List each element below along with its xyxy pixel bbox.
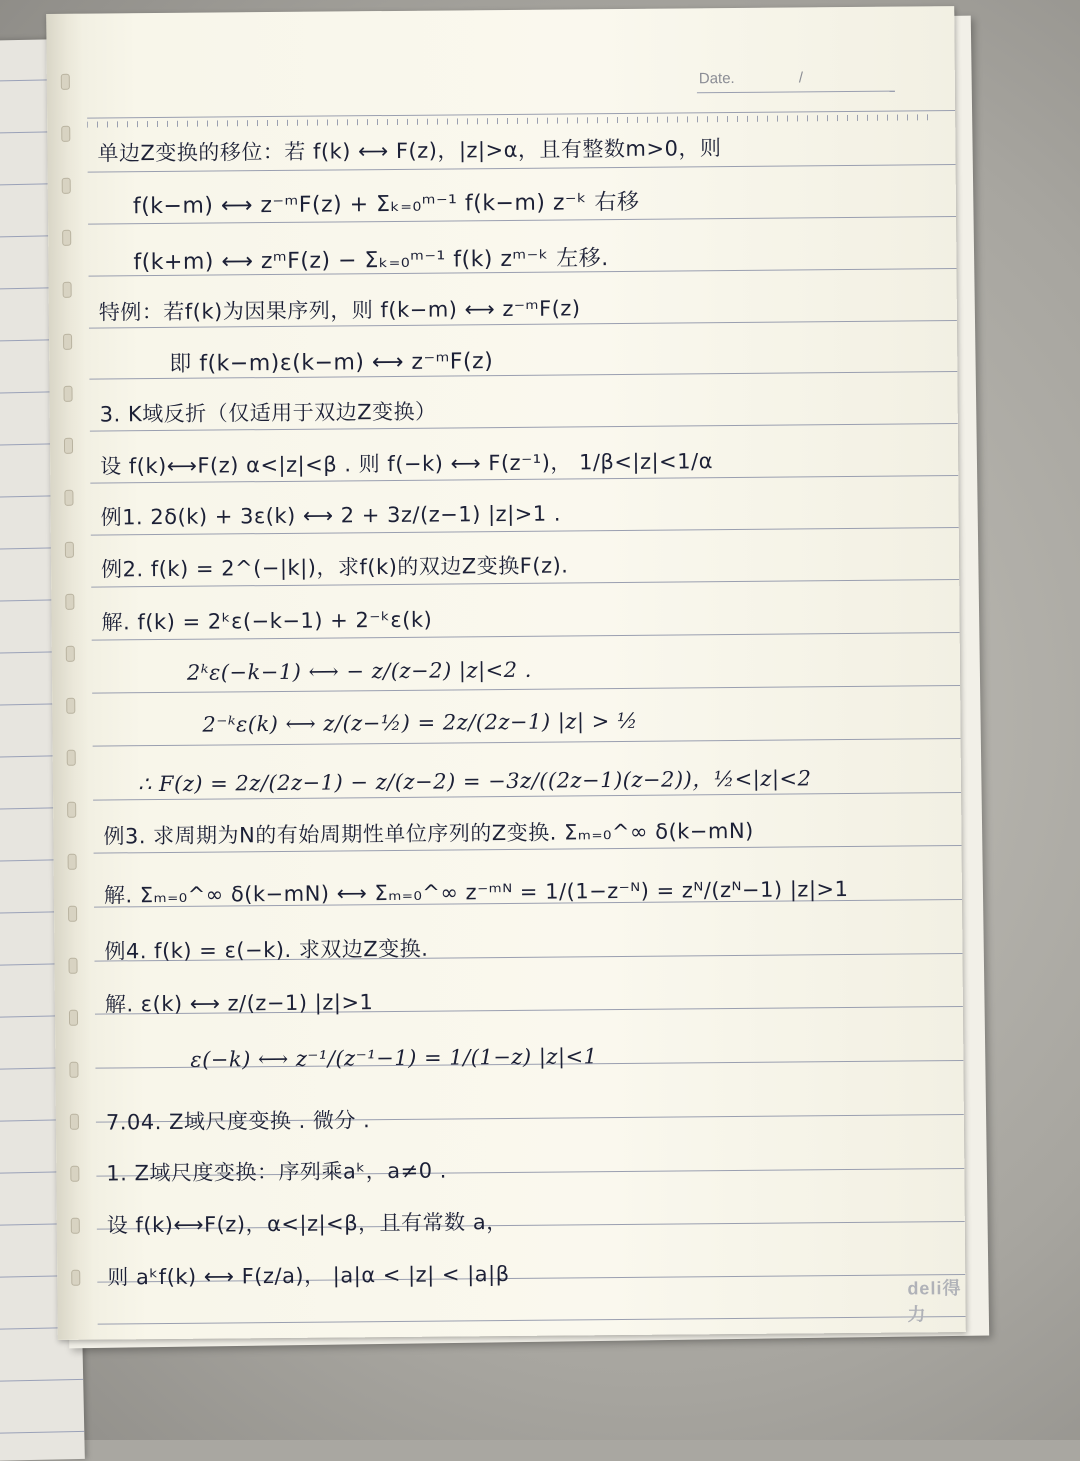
ruled-line xyxy=(98,1316,966,1325)
note-line: 解. Σₘ₌₀^∞ δ(k−mN) ⟷ Σₘ₌₀^∞ z⁻ᵐᴺ = 1/(1−z⁻ᴺ) = zᴺ/(zᴺ−1) |z|>1 xyxy=(103,877,849,908)
note-line: 设 f(k)⟷F(z) α<|z|<β . 则 f(−k) ⟷ F(z⁻¹)， 1/β<|z|<1/α xyxy=(100,449,714,479)
date-label: Date. xyxy=(698,69,735,88)
notebook-page xyxy=(46,6,966,1340)
binding-stitch xyxy=(66,698,75,714)
binding-stitch xyxy=(67,750,76,766)
note-line: ∴ F(z) = 2z/(2z−1) − z/(z−2) = −3z/((2z−1)(z−2))，½<|z|<2 xyxy=(137,766,812,797)
note-line: 例2. f(k) = 2^(−|k|)，求f(k)的双边Z变换F(z). xyxy=(100,553,569,582)
binding-stitch xyxy=(63,386,72,402)
note-line: f(k−m) ⟷ z⁻ᵐF(z) + Σₖ₌₀ᵐ⁻¹ f(k−m) z⁻ᵏ 右移 xyxy=(132,189,640,220)
binding-stitch xyxy=(63,282,72,298)
binding-stitch xyxy=(65,594,74,610)
note-line: 解. ε(k) ⟷ z/(z−1) |z|>1 xyxy=(104,990,374,1017)
note-line: 例1. 2δ(k) + 3ε(k) ⟷ 2 + 3z/(z−1) |z|>1 . xyxy=(100,501,562,530)
ruled-line xyxy=(93,738,961,747)
binding-stitch xyxy=(68,854,77,870)
binding-stitch xyxy=(66,646,75,662)
binding-stitch xyxy=(68,906,77,922)
binding-stitch xyxy=(69,1062,78,1078)
binding-stitch xyxy=(70,1114,79,1130)
note-line: 3. K域反折（仅适用于双边Z变换） xyxy=(99,399,437,427)
binding-stitch xyxy=(62,230,71,246)
note-line: 设 f(k)⟷F(z)，α<|z|<β，且有常数 a， xyxy=(106,1210,508,1238)
note-line: 单边Z变换的移位：若 f(k) ⟷ F(z)，|z|>α，且有整数m>0，则 xyxy=(97,136,722,166)
left-page-line xyxy=(0,1379,83,1382)
binding-stitch xyxy=(64,438,73,454)
binding-stitch xyxy=(71,1218,80,1234)
binding-stitch xyxy=(71,1270,80,1286)
note-line: 则 aᵏf(k) ⟷ F(z/a)， |a|α < |z| < |a|β xyxy=(107,1261,510,1290)
left-page-line xyxy=(0,1431,84,1434)
binding-stitch xyxy=(68,958,77,974)
note-line: 2⁻ᵏε(k) ⟷ z/(z−½) = 2z/(2z−1) |z| > ½ xyxy=(202,708,638,737)
note-line: 7.04. Z域尺度变换 . 微分 . xyxy=(105,1108,371,1135)
binding-stitch xyxy=(69,1010,78,1026)
note-line: ε(−k) ⟷ z⁻¹/(z⁻¹−1) = 1/(1−z) |z|<1 xyxy=(190,1044,598,1072)
binding-stitch xyxy=(63,334,72,350)
note-line: 特例：若f(k)为因果序列，则 f(k−m) ⟷ z⁻ᵐF(z) xyxy=(98,296,581,325)
note-line: 即 f(k−m)ε(k−m) ⟷ z⁻ᵐF(z) xyxy=(169,349,494,377)
binding-stitch xyxy=(65,542,74,558)
note-line: 例4. f(k) = ε(−k). 求双边Z变换. xyxy=(104,936,429,964)
binding-stitch xyxy=(61,74,70,90)
note-line: 1. Z域尺度变换：序列乘aᵏ，a≠0 . xyxy=(106,1158,448,1186)
note-line: f(k+m) ⟷ zᵐF(z) − Σₖ₌₀ᵐ⁻¹ f(k) zᵐ⁻ᵏ 左移. xyxy=(133,246,609,276)
note-line: 2ᵏε(−k−1) ⟷ − z/(z−2) |z|<2 . xyxy=(186,657,532,685)
binding-stitch xyxy=(61,126,70,142)
binding-stitch xyxy=(70,1166,79,1182)
note-line: 例3. 求周期为N的有始周期性单位序列的Z变换. Σₘ₌₀^∞ δ(k−mN) xyxy=(103,818,754,849)
binding-stitch xyxy=(67,802,76,818)
brand-logo: deli得力 xyxy=(907,1278,962,1325)
binding-stitch xyxy=(64,490,73,506)
date-rule xyxy=(697,91,895,94)
ruled-line xyxy=(92,685,960,694)
binding-stitch xyxy=(62,178,71,194)
date-separator: / xyxy=(798,69,804,87)
note-line: 解. f(k) = 2ᵏε(−k−1) + 2⁻ᵏε(k) xyxy=(101,607,433,635)
